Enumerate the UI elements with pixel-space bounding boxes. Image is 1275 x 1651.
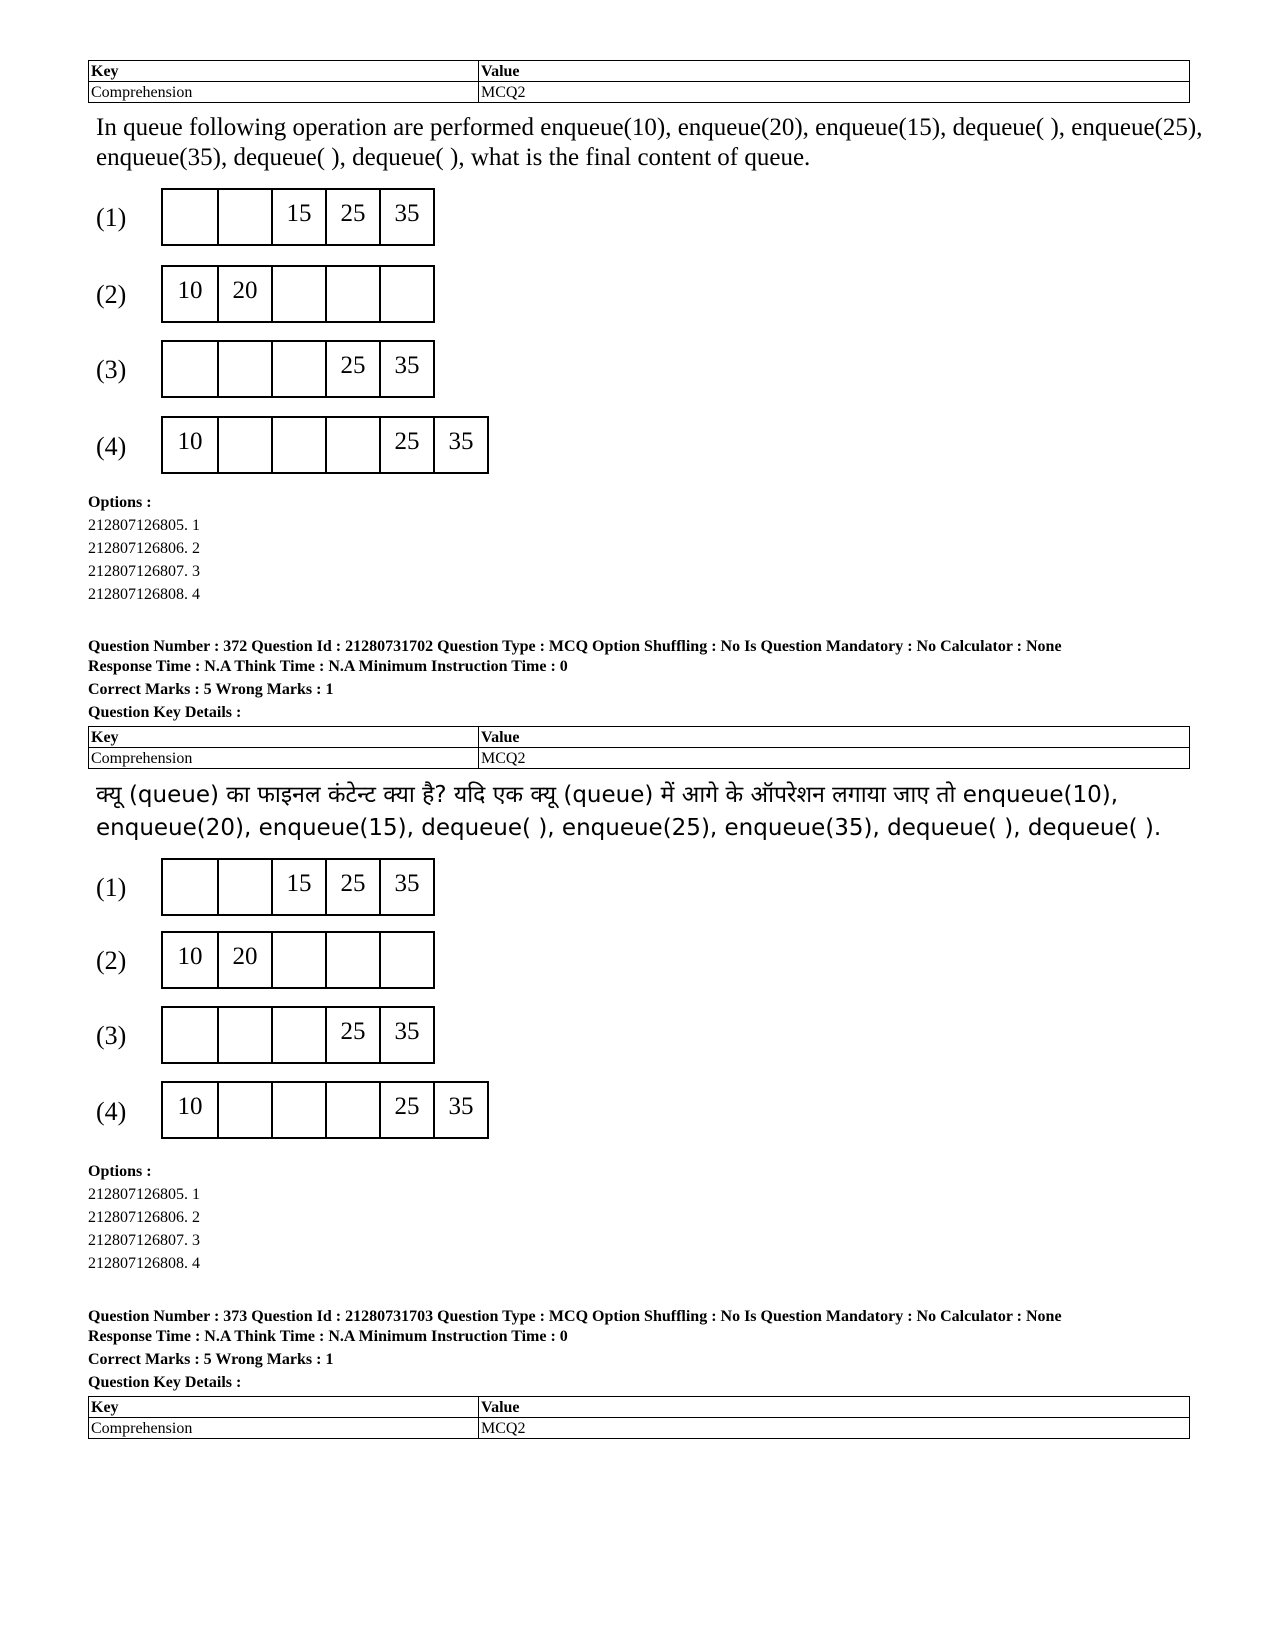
queue-diagram-choice-4 <box>161 1081 489 1139</box>
queue-cell <box>217 1083 271 1137</box>
queue-cell: 10 <box>177 943 203 970</box>
queue-cell: 10 <box>177 277 203 304</box>
options-heading: Options : <box>88 1163 152 1180</box>
queue-cell: 35 <box>379 342 433 396</box>
question-meta-line: Question Number : 373 Question Id : 21280731703 Question Type : MCQ Option Shuffling : No Is Question Mandatory : No Calculator : None <box>88 1308 1062 1325</box>
value-cell: MCQ2 <box>479 82 1190 103</box>
options-heading: Options : <box>88 494 152 511</box>
queue-cell <box>217 1008 271 1062</box>
queue-cell <box>325 1083 379 1137</box>
queue-diagram-choice-2 <box>161 265 435 323</box>
queue-cell <box>271 342 325 396</box>
queue-diagram-choice-2 <box>161 931 435 989</box>
key-cell: Comprehension <box>89 1418 479 1439</box>
queue-cell <box>217 190 271 244</box>
queue-cell: 10 <box>177 1093 203 1120</box>
question-marks: Correct Marks : 5 Wrong Marks : 1 <box>88 681 334 698</box>
choice-label: (3) <box>96 355 127 384</box>
queue-cell: 35 <box>379 1008 433 1062</box>
queue-cell: 25 <box>325 342 379 396</box>
option-item: 212807126805. 1 <box>88 517 200 534</box>
choice-label: (2) <box>96 946 127 975</box>
queue-cell: 20 <box>217 267 271 321</box>
question-text-english: In queue following operation are performed enqueue(10), enqueue(20), enqueue(15), dequeue( ), enqueue(25), enqueue(35), dequeue( ), dequeue( ), what is the final content of queue. <box>96 114 1203 171</box>
queue-cell: 25 <box>379 418 433 472</box>
queue-cell <box>217 418 271 472</box>
question-time-line: Response Time : N.A Think Time : N.A Minimum Instruction Time : 0 <box>88 1328 568 1345</box>
queue-cell <box>163 342 217 396</box>
question-key-details-label: Question Key Details : <box>88 704 242 721</box>
queue-cell <box>271 418 325 472</box>
queue-cell: 10 <box>177 428 203 455</box>
queue-cell: 35 <box>433 1083 487 1137</box>
choice-label: (4) <box>96 432 127 461</box>
choice-label: (4) <box>96 1097 127 1126</box>
question-text-hindi: क्यू (queue) का फाइनल कंटेन्ट क्या है? यदि एक क्यू (queue) में आगे के ऑपरेशन लगाया जाए तो enqueue(10), enqueue(20), enqueue(15), dequeue( ), enqueue(25), enqueue(35), dequeue( ), dequeue( ). <box>96 782 1162 841</box>
option-item: 212807126805. 1 <box>88 1186 200 1203</box>
queue-cell <box>271 267 325 321</box>
value-cell: MCQ2 <box>479 1418 1190 1439</box>
choice-label: (3) <box>96 1021 127 1050</box>
question-marks: Correct Marks : 5 Wrong Marks : 1 <box>88 1351 334 1368</box>
option-item: 212807126806. 2 <box>88 1209 200 1226</box>
queue-cell <box>271 1083 325 1137</box>
choice-label: (2) <box>96 280 127 309</box>
option-item: 212807126807. 3 <box>88 563 200 580</box>
queue-cell: 35 <box>379 860 433 914</box>
queue-cell <box>271 1008 325 1062</box>
queue-cell <box>325 418 379 472</box>
queue-cell <box>325 933 379 987</box>
question-key-table <box>88 1396 1190 1439</box>
key-header: Key <box>89 61 479 82</box>
queue-cell <box>163 860 217 914</box>
question-key-table <box>88 60 1190 103</box>
value-cell: MCQ2 <box>479 748 1190 769</box>
queue-cell: 25 <box>325 860 379 914</box>
value-header: Value <box>479 727 1190 748</box>
queue-cell: 35 <box>433 418 487 472</box>
queue-cell: 15 <box>271 190 325 244</box>
question-meta-line: Question Number : 372 Question Id : 21280731702 Question Type : MCQ Option Shuffling : No Is Question Mandatory : No Calculator : None <box>88 638 1062 655</box>
queue-diagram-choice-4 <box>161 416 489 474</box>
choice-label: (1) <box>96 873 127 902</box>
question-key-details-label: Question Key Details : <box>88 1374 242 1391</box>
queue-diagram-choice-3 <box>161 340 435 398</box>
queue-cell: 25 <box>325 190 379 244</box>
queue-cell: 20 <box>217 933 271 987</box>
value-header: Value <box>479 1397 1190 1418</box>
queue-diagram-choice-3 <box>161 1006 435 1064</box>
value-header: Value <box>479 61 1190 82</box>
queue-cell <box>379 267 433 321</box>
key-cell: Comprehension <box>89 748 479 769</box>
key-cell: Comprehension <box>89 82 479 103</box>
queue-cell: 15 <box>271 860 325 914</box>
queue-cell <box>163 190 217 244</box>
question-time-line: Response Time : N.A Think Time : N.A Minimum Instruction Time : 0 <box>88 658 568 675</box>
queue-cell <box>217 342 271 396</box>
queue-cell <box>379 933 433 987</box>
option-item: 212807126807. 3 <box>88 1232 200 1249</box>
option-item: 212807126806. 2 <box>88 540 200 557</box>
choice-label: (1) <box>96 203 127 232</box>
queue-cell: 35 <box>379 190 433 244</box>
queue-cell <box>217 860 271 914</box>
key-header: Key <box>89 1397 479 1418</box>
queue-diagram-choice-1 <box>161 188 435 246</box>
option-item: 212807126808. 4 <box>88 1255 200 1272</box>
option-item: 212807126808. 4 <box>88 586 200 603</box>
queue-diagram-choice-1 <box>161 858 435 916</box>
queue-cell <box>325 267 379 321</box>
queue-cell <box>163 1008 217 1062</box>
question-key-table <box>88 726 1190 769</box>
queue-cell: 25 <box>379 1083 433 1137</box>
key-header: Key <box>89 727 479 748</box>
queue-cell <box>271 933 325 987</box>
queue-cell: 25 <box>325 1008 379 1062</box>
